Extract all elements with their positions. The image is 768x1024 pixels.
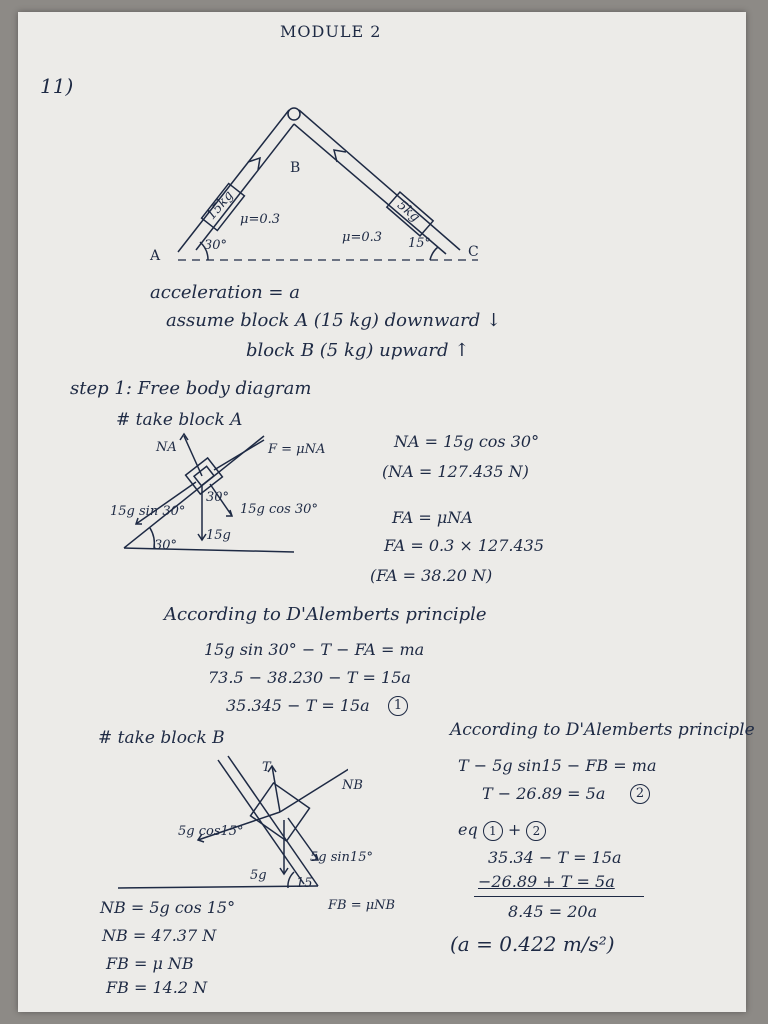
question-number: 11) — [40, 74, 74, 98]
fbd-b-nb: NB — [342, 778, 363, 793]
eq2-line-b: T − 26.89 = 5a — [482, 784, 606, 803]
fbd-b-w-sin: 5g sin15° — [310, 850, 373, 865]
acceleration-line: acceleration = a — [150, 282, 300, 303]
take-block-b: # take block B — [98, 728, 225, 748]
fbd-b-friction: FB = μNB — [328, 898, 396, 913]
sum-rule — [474, 896, 644, 897]
fbd-a-w: 15g — [206, 528, 231, 543]
page-title: MODULE 2 — [280, 22, 382, 41]
sum-line-3: 8.45 = 20a — [508, 902, 598, 921]
na-value: (NA = 127.435 N) — [382, 462, 529, 481]
eq2-tag: 2 — [630, 784, 650, 804]
eq1-line-b: 73.5 − 38.230 − T = 15a — [208, 668, 411, 687]
notebook-page — [18, 12, 755, 1012]
eq-add-text: eq — [458, 820, 478, 839]
mu-a-label: μ=0.3 — [240, 212, 281, 227]
fbd-a-w-sin: 15g sin 30° — [110, 504, 186, 519]
eq-add-label — [458, 820, 546, 841]
eq1-tag: 1 — [388, 696, 408, 716]
assume-line-1: assume block A (15 kg) downward ↓ — [166, 310, 502, 331]
fbd-a-friction: F = μNA — [268, 442, 326, 457]
eq1-line-c: 35.345 − T = 15a — [226, 696, 370, 715]
fbd-b-angle: 15 — [296, 876, 313, 891]
fb-equation: FB = μ NB — [106, 954, 194, 973]
label-a: A — [150, 248, 161, 264]
pulley-icon — [288, 108, 300, 120]
sum-line-1: 35.34 − T = 15a — [488, 848, 622, 867]
dalembert-heading-1: According to D'Alemberts principle — [164, 604, 487, 625]
angle-c-label: 15° — [408, 236, 432, 251]
fbd-a-w-cos: 15g cos 30° — [240, 502, 318, 517]
assume-line-2: block B (5 kg) upward ↑ — [246, 340, 470, 361]
eq2-line-a: T − 5g sin15 − FB = ma — [458, 756, 657, 775]
eq-add-tag-2: 2 — [526, 821, 546, 841]
fa-equation: FA = μNA — [392, 508, 473, 527]
fbd-a-na: NA — [156, 440, 177, 455]
fbd-a-angle-2: 30° — [206, 490, 230, 505]
label-c: C — [468, 244, 479, 260]
eq-add-tag-1: 1 — [483, 821, 503, 841]
fbd-b-t: T — [262, 760, 271, 775]
label-b: B — [290, 160, 301, 176]
angle-a-label: 30° — [204, 238, 228, 253]
final-result: (a = 0.422 m/s²) — [450, 932, 615, 956]
mu-c-label: μ=0.3 — [342, 230, 383, 245]
eq-add-plus: + — [507, 820, 522, 839]
fbd-b-w: 5g — [250, 868, 267, 883]
fa-substitution: FA = 0.3 × 127.435 — [384, 536, 545, 555]
sum-line-2: −26.89 + T = 5a — [478, 872, 615, 891]
fb-value: FB = 14.2 N — [106, 978, 208, 997]
eq1-line-a: 15g sin 30° − T − FA = ma — [204, 640, 425, 659]
nb-equation: NB = 5g cos 15° — [100, 898, 236, 917]
fbd-b-w-cos: 5g cos15° — [178, 824, 244, 839]
block-b-label: 5kg — [394, 197, 423, 226]
nb-value: NB = 47.37 N — [102, 926, 217, 945]
fa-value: (FA = 38.20 N) — [370, 566, 493, 585]
na-equation: NA = 15g cos 30° — [394, 432, 540, 451]
fbd-a-angle-1: 30° — [154, 538, 178, 553]
block-a-label: 15kg — [204, 188, 237, 223]
take-block-a: # take block A — [116, 410, 243, 430]
dalembert-heading-2: According to D'Alemberts principle — [450, 720, 755, 740]
step-1-heading: step 1: Free body diagram — [70, 378, 312, 399]
